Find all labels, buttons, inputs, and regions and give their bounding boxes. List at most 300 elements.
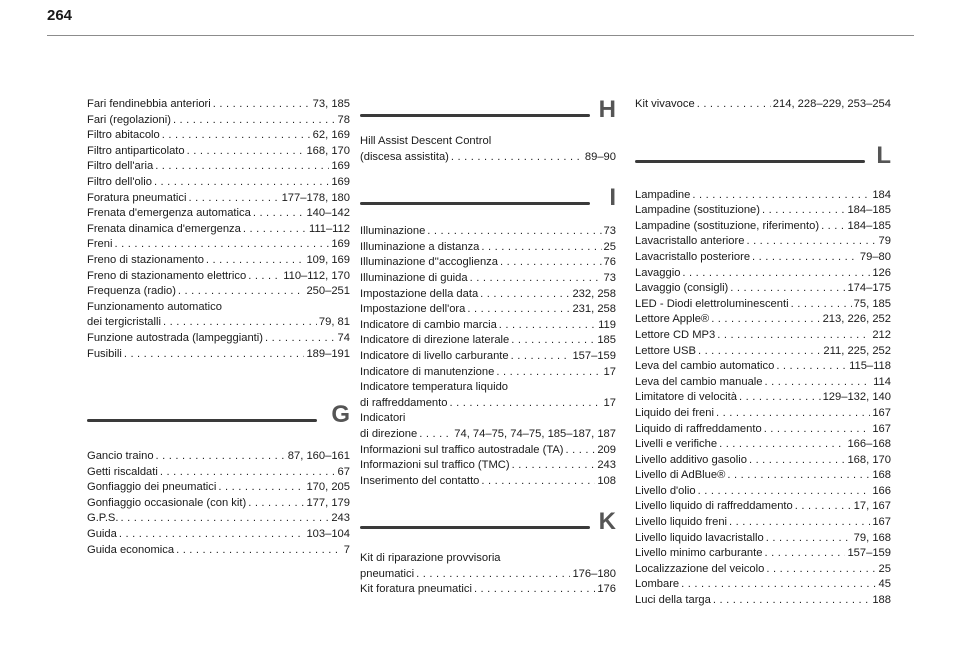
entry-pages: 140–142 [306, 207, 350, 220]
index-entry[interactable] [87, 113, 350, 129]
entry-term: Liquido di raffreddamento [635, 422, 762, 435]
entry-term: Illuminazione a distanza [360, 240, 480, 253]
dot-leader [727, 468, 870, 484]
entry-term: Lavacristallo anteriore [635, 235, 745, 248]
dot-leader [154, 175, 329, 191]
dot-leader [155, 159, 329, 175]
entry-term: Freno di stazionamento [87, 253, 204, 266]
entry-pages: 243 [597, 459, 616, 472]
index-entry[interactable] [87, 331, 350, 347]
index-entry[interactable] [635, 312, 891, 328]
dot-leader [253, 206, 305, 222]
entry-pages: 184 [872, 188, 891, 201]
dot-leader [511, 333, 595, 349]
index-entry[interactable] [360, 224, 616, 240]
entry-term: Filtro abitacolo [87, 129, 160, 142]
entry-term: Indicatore temperatura liquido [360, 381, 509, 394]
entry-term: Limitatore di velocità [635, 391, 737, 404]
entry-pages: 62, 169 [312, 129, 350, 142]
entry-term: Livello liquido lavacristallo [635, 531, 764, 544]
entry-term: Lettore Apple® [635, 313, 710, 326]
dot-leader [481, 240, 601, 256]
entry-term: Gonfiaggio occasionale (con kit) [87, 496, 247, 509]
entry-term: Funzionamento automatico [87, 300, 222, 313]
dot-leader [160, 465, 336, 481]
entry-term: dei tergicristalli [87, 316, 161, 329]
entry-pages: 168, 170 [847, 453, 891, 466]
entry-term: Livelli e verifiche [635, 438, 718, 451]
dot-leader [248, 269, 281, 285]
dot-leader [749, 453, 845, 469]
index-entry[interactable] [87, 300, 350, 316]
index-entry[interactable] [360, 333, 616, 349]
entry-pages: 129–132, 140 [822, 391, 891, 404]
index-entry[interactable] [635, 577, 891, 593]
index-entry[interactable] [360, 134, 616, 150]
index-entry[interactable] [635, 281, 891, 297]
entry-term: LED - Diodi elettroluminescenti [635, 297, 789, 310]
entry-pages: 126 [872, 266, 891, 279]
dot-leader [512, 458, 596, 474]
index-entry[interactable] [635, 297, 891, 313]
index-entry[interactable] [635, 359, 891, 375]
entry-term: Indicatore di direzione laterale [360, 334, 510, 347]
entry-pages: 167 [872, 516, 891, 529]
entry-pages: 184–185 [847, 219, 891, 232]
dot-leader [717, 328, 870, 344]
index-entry[interactable] [635, 422, 891, 438]
dot-leader [213, 97, 311, 113]
index-entry[interactable] [360, 582, 616, 598]
index-entry[interactable] [87, 253, 350, 269]
index-entry[interactable] [87, 97, 350, 113]
entry-term: Frenata d'emergenza automatica [87, 207, 251, 220]
dot-leader [162, 128, 311, 144]
dot-leader [248, 496, 304, 512]
entry-pages: 188 [872, 594, 891, 607]
dot-leader [692, 188, 870, 204]
entry-pages: 169 [331, 238, 350, 251]
entry-term: Filtro antiparticolato [87, 144, 185, 157]
entry-term: Indicatore di cambio marcia [360, 318, 497, 331]
dot-leader [173, 113, 336, 129]
entry-term: Gancio traino [87, 450, 154, 463]
section-header-l [635, 140, 891, 180]
entry-pages: 87, 160–161 [287, 450, 350, 463]
entry-pages: 45 [878, 578, 891, 591]
dot-leader [765, 375, 872, 391]
entry-term: Guida economica [87, 543, 175, 556]
dot-leader [178, 284, 305, 300]
entry-pages: 103–104 [306, 528, 350, 541]
dot-leader [682, 266, 870, 282]
dot-leader [496, 365, 601, 381]
index-entry[interactable] [360, 302, 616, 318]
entry-pages: 189–191 [306, 347, 350, 360]
section-letter-i: I [609, 184, 616, 212]
index-entry[interactable] [87, 496, 350, 512]
index-entry[interactable] [635, 344, 891, 360]
index-entry[interactable] [87, 175, 350, 191]
entries-k-cont [635, 97, 891, 113]
entry-pages: 214, 228–229, 253–254 [772, 98, 891, 110]
entry-term: Fari (regolazioni) [87, 113, 171, 126]
entry-pages: 167 [872, 406, 891, 419]
index-entry[interactable] [87, 543, 350, 559]
entry-pages: 209 [597, 443, 616, 456]
entry-term: Hill Assist Descent Control [360, 135, 492, 147]
entry-pages: 184–185 [847, 204, 891, 217]
index-column-2 [360, 94, 616, 598]
entry-pages: 79 [878, 235, 891, 248]
dot-leader [719, 437, 845, 453]
entry-pages: 74, 74–75, 74–75, 185–187, 187 [454, 427, 616, 440]
entry-term: Leva del cambio automatico [635, 360, 775, 373]
dot-leader [265, 331, 336, 347]
entry-term: Gonfiaggio dei pneumatici [87, 481, 217, 494]
entry-pages: 166–168 [847, 438, 891, 451]
index-entry[interactable] [87, 284, 350, 300]
entry-pages: 211, 225, 252 [823, 344, 891, 357]
index-entry[interactable] [87, 465, 350, 481]
index-entry[interactable] [360, 396, 616, 412]
dot-leader [821, 219, 845, 235]
dot-leader [711, 312, 820, 328]
index-entry[interactable] [635, 484, 891, 500]
entry-pages: 243 [331, 512, 350, 525]
index-entry[interactable] [87, 449, 350, 465]
index-column-1 [87, 97, 350, 558]
entry-term: Luci della targa [635, 594, 711, 607]
entry-term: Lampadine (sostituzione) [635, 204, 760, 217]
entry-term: Funzione autostrada (lampeggianti) [87, 331, 263, 344]
dot-leader [467, 302, 570, 318]
entries-g [87, 449, 350, 558]
dot-leader [499, 318, 596, 334]
index-entry[interactable] [360, 240, 616, 256]
entry-pages: 231, 258 [572, 303, 616, 316]
index-entry[interactable] [360, 271, 616, 287]
entry-pages: 250–251 [306, 285, 350, 298]
index-entry[interactable] [360, 411, 616, 427]
entry-pages: 166 [872, 484, 891, 497]
entry-term: Lavaggio [635, 266, 681, 279]
index-entry[interactable] [360, 365, 616, 381]
entry-pages: 212 [872, 328, 891, 341]
dot-leader [419, 427, 452, 443]
index-entry[interactable] [87, 128, 350, 144]
entry-term: Kit foratura pneumatici [360, 583, 472, 596]
index-entry[interactable] [87, 237, 350, 253]
entry-pages: 114 [873, 375, 891, 388]
index-entry[interactable] [360, 380, 616, 396]
dot-leader [730, 281, 845, 297]
index-entry[interactable] [635, 406, 891, 422]
entry-pages: 157–159 [572, 349, 616, 362]
entry-pages: 74 [337, 331, 350, 344]
section-rule [360, 114, 590, 117]
index-entry[interactable] [87, 191, 350, 207]
dot-leader [500, 255, 602, 271]
section-rule [87, 419, 317, 422]
dot-leader [716, 406, 870, 422]
index-entry[interactable] [635, 390, 891, 406]
index-entry[interactable] [635, 515, 891, 531]
entry-term: G.P.S. [87, 512, 119, 525]
entry-term: Foratura pneumatici [87, 191, 187, 204]
entries-k [360, 551, 616, 598]
entry-term: Illuminazione di guida [360, 271, 468, 284]
index-entry[interactable] [635, 546, 891, 562]
entry-term: Lampadine [635, 188, 691, 201]
entry-pages: 108 [597, 474, 616, 487]
section-header-k [360, 506, 616, 546]
entry-pages: 169 [331, 175, 350, 188]
entry-pages: 168 [872, 469, 891, 482]
entry-pages: 89–90 [584, 150, 616, 163]
section-header-h [360, 94, 616, 134]
entry-term: Livello d'olio [635, 484, 696, 497]
entries-h [360, 134, 616, 165]
entry-term: Indicatore di livello carburante [360, 349, 509, 362]
entry-term: (discesa assistita) [360, 150, 449, 163]
dot-leader [776, 359, 847, 375]
index-entry[interactable] [87, 511, 350, 527]
index-entry[interactable] [87, 315, 350, 331]
entry-term: Guida [87, 528, 117, 541]
entry-term: Lombare [635, 578, 680, 591]
entry-term: Fusibili [87, 347, 122, 360]
index-entry[interactable] [87, 159, 350, 175]
index-entry[interactable] [635, 97, 891, 113]
index-entry[interactable] [635, 188, 891, 204]
entry-pages: 177–178, 180 [281, 191, 350, 204]
index-entry[interactable] [87, 144, 350, 160]
entry-pages: 7 [343, 543, 350, 556]
dot-leader [764, 422, 871, 438]
index-entry[interactable] [635, 437, 891, 453]
dot-leader [762, 203, 845, 219]
dot-leader [746, 234, 876, 250]
entry-term: Kit vivavoce [635, 98, 695, 110]
dot-leader [243, 222, 307, 238]
entry-pages: 75, 185 [853, 297, 891, 310]
dot-leader [187, 144, 305, 160]
dot-leader [427, 224, 601, 240]
section-letter-h: H [598, 96, 616, 123]
index-entry[interactable] [635, 328, 891, 344]
entry-term: Livello liquido di raffreddamento [635, 500, 793, 513]
entry-term: Indicatori [360, 412, 406, 425]
entry-pages: 78 [337, 113, 350, 126]
entry-pages: 79, 168 [853, 531, 891, 544]
dot-leader [791, 297, 852, 313]
entry-pages: 167 [872, 422, 891, 435]
entry-term: Livello additivo gasolio [635, 453, 747, 466]
entry-term: Informazioni sul traffico (TMC) [360, 459, 510, 472]
dot-leader [481, 474, 595, 490]
dot-leader [416, 567, 570, 583]
dot-leader [451, 150, 583, 166]
dot-leader [739, 390, 821, 406]
entry-pages: 17 [603, 365, 616, 378]
index-entry[interactable] [635, 468, 891, 484]
entry-term: Livello di AdBlue® [635, 469, 726, 482]
entry-term: Freni [87, 238, 113, 251]
entry-term: Leva del cambio manuale [635, 375, 763, 388]
index-entry[interactable] [87, 269, 350, 285]
dot-leader [795, 499, 852, 515]
entry-term: Impostazione della data [360, 287, 479, 300]
entry-term: Illuminazione [360, 225, 426, 238]
entry-pages: 25 [878, 562, 891, 575]
dot-leader [764, 546, 845, 562]
index-entry[interactable] [360, 150, 616, 166]
entry-pages: 111–112 [308, 222, 350, 235]
entry-pages: 119 [598, 318, 616, 331]
entry-pages: 232, 258 [572, 287, 616, 300]
index-entry[interactable] [360, 318, 616, 334]
section-header-g [87, 399, 350, 439]
index-entry[interactable] [635, 375, 891, 391]
entry-pages: 110–112, 170 [283, 269, 350, 282]
dot-leader [189, 191, 280, 207]
index-entry[interactable] [87, 347, 350, 363]
index-entry[interactable] [635, 250, 891, 266]
entry-pages: 168, 170 [306, 144, 350, 157]
index-entry[interactable] [360, 255, 616, 271]
index-entry[interactable] [360, 427, 616, 443]
entry-pages: 79, 81 [318, 316, 350, 329]
entry-term: Lettore USB [635, 344, 696, 357]
index-entry[interactable] [360, 349, 616, 365]
index-entry[interactable] [635, 234, 891, 250]
index-entry[interactable] [87, 527, 350, 543]
entry-term: Livello liquido freni [635, 516, 728, 529]
entry-pages: 115–118 [849, 360, 891, 373]
entry-pages: 76 [603, 256, 616, 269]
index-entry[interactable] [635, 453, 891, 469]
page-number: 264 [47, 7, 73, 24]
entry-term: Getti riscaldati [87, 465, 158, 478]
dot-leader [124, 347, 305, 363]
entry-term: Liquido dei freni [635, 406, 714, 419]
index-entry[interactable] [360, 443, 616, 459]
section-letter-l: L [876, 141, 891, 169]
entry-term: Freno di stazionamento elettrico [87, 269, 247, 282]
entry-term: pneumatici [360, 567, 415, 580]
entries-i [360, 224, 616, 489]
section-rule [360, 526, 590, 529]
dot-leader [697, 97, 771, 113]
index-entry[interactable] [635, 499, 891, 515]
dot-leader [156, 449, 286, 465]
section-letter-g: G [331, 401, 350, 429]
entry-term: Informazioni sul traffico autostradale (TA) [360, 443, 564, 456]
section-header-i [360, 182, 616, 222]
section-rule [360, 202, 590, 205]
entry-pages: 170, 205 [306, 481, 350, 494]
dot-leader [121, 511, 330, 527]
entry-pages: 73, 185 [312, 98, 350, 110]
entry-pages: 213, 226, 252 [822, 313, 891, 326]
index-entry[interactable] [635, 219, 891, 235]
entry-term: Kit di riparazione provvisoria [360, 552, 501, 565]
entry-pages: 176 [597, 583, 616, 596]
index-entry[interactable] [635, 562, 891, 578]
entry-term: Illuminazione d''accoglienza [360, 256, 498, 269]
entry-term: di direzione [360, 427, 418, 440]
entry-term: Indicatore di manutenzione [360, 365, 495, 378]
index-entry[interactable] [87, 222, 350, 238]
index-entry[interactable] [360, 287, 616, 303]
entry-term: Lampadine (sostituzione, riferimento) [635, 219, 820, 232]
dot-leader [729, 515, 870, 531]
dot-leader [713, 593, 870, 609]
header-divider [47, 35, 914, 36]
entry-term: Inserimento del contatto [360, 474, 480, 487]
dot-leader [218, 480, 304, 496]
dot-leader [752, 250, 858, 266]
dot-leader [119, 527, 305, 543]
entry-pages: 73 [603, 225, 616, 238]
entry-term: Filtro dell'aria [87, 160, 154, 173]
dot-leader [115, 237, 330, 253]
index-entry[interactable] [635, 203, 891, 219]
entry-term: Frequenza (radio) [87, 285, 176, 298]
entry-pages: 109, 169 [306, 253, 350, 266]
index-column-3 [635, 97, 891, 609]
index-entry[interactable] [360, 551, 616, 567]
index-entry[interactable] [87, 480, 350, 496]
index-entry[interactable] [360, 567, 616, 583]
entry-pages: 177, 179 [306, 496, 350, 509]
dot-leader [566, 443, 596, 459]
index-entry[interactable] [360, 458, 616, 474]
entry-pages: 176–180 [572, 567, 616, 580]
index-entry[interactable] [87, 206, 350, 222]
entry-term: Lavaggio (consigli) [635, 282, 729, 295]
entry-term: Lavacristallo posteriore [635, 250, 751, 263]
dot-leader [698, 484, 871, 500]
entry-term: di raffreddamento [360, 396, 448, 409]
dot-leader [681, 577, 876, 593]
dot-leader [480, 287, 570, 303]
index-entry[interactable] [635, 266, 891, 282]
entry-term: Localizzazione del veicolo [635, 562, 765, 575]
dot-leader [766, 531, 852, 547]
entry-term: Frenata dinamica d'emergenza [87, 222, 241, 235]
entry-term: Livello minimo carburante [635, 547, 763, 560]
entry-term: Lettore CD MP3 [635, 328, 716, 341]
entry-pages: 73 [603, 271, 616, 284]
index-entry[interactable] [360, 474, 616, 490]
dot-leader [766, 562, 876, 578]
index-entry[interactable] [635, 593, 891, 609]
entry-pages: 169 [331, 160, 350, 173]
dot-leader [176, 543, 342, 559]
entries-f [87, 97, 350, 362]
dot-leader [206, 253, 305, 269]
entry-term: Impostazione dell'ora [360, 303, 466, 316]
entry-pages: 67 [337, 465, 350, 478]
entry-term: Fari fendinebbia anteriori [87, 98, 211, 110]
entry-pages: 185 [597, 334, 616, 347]
entry-pages: 157–159 [847, 547, 891, 560]
dot-leader [163, 315, 317, 331]
entry-pages: 17 [603, 396, 616, 409]
index-entry[interactable] [635, 531, 891, 547]
